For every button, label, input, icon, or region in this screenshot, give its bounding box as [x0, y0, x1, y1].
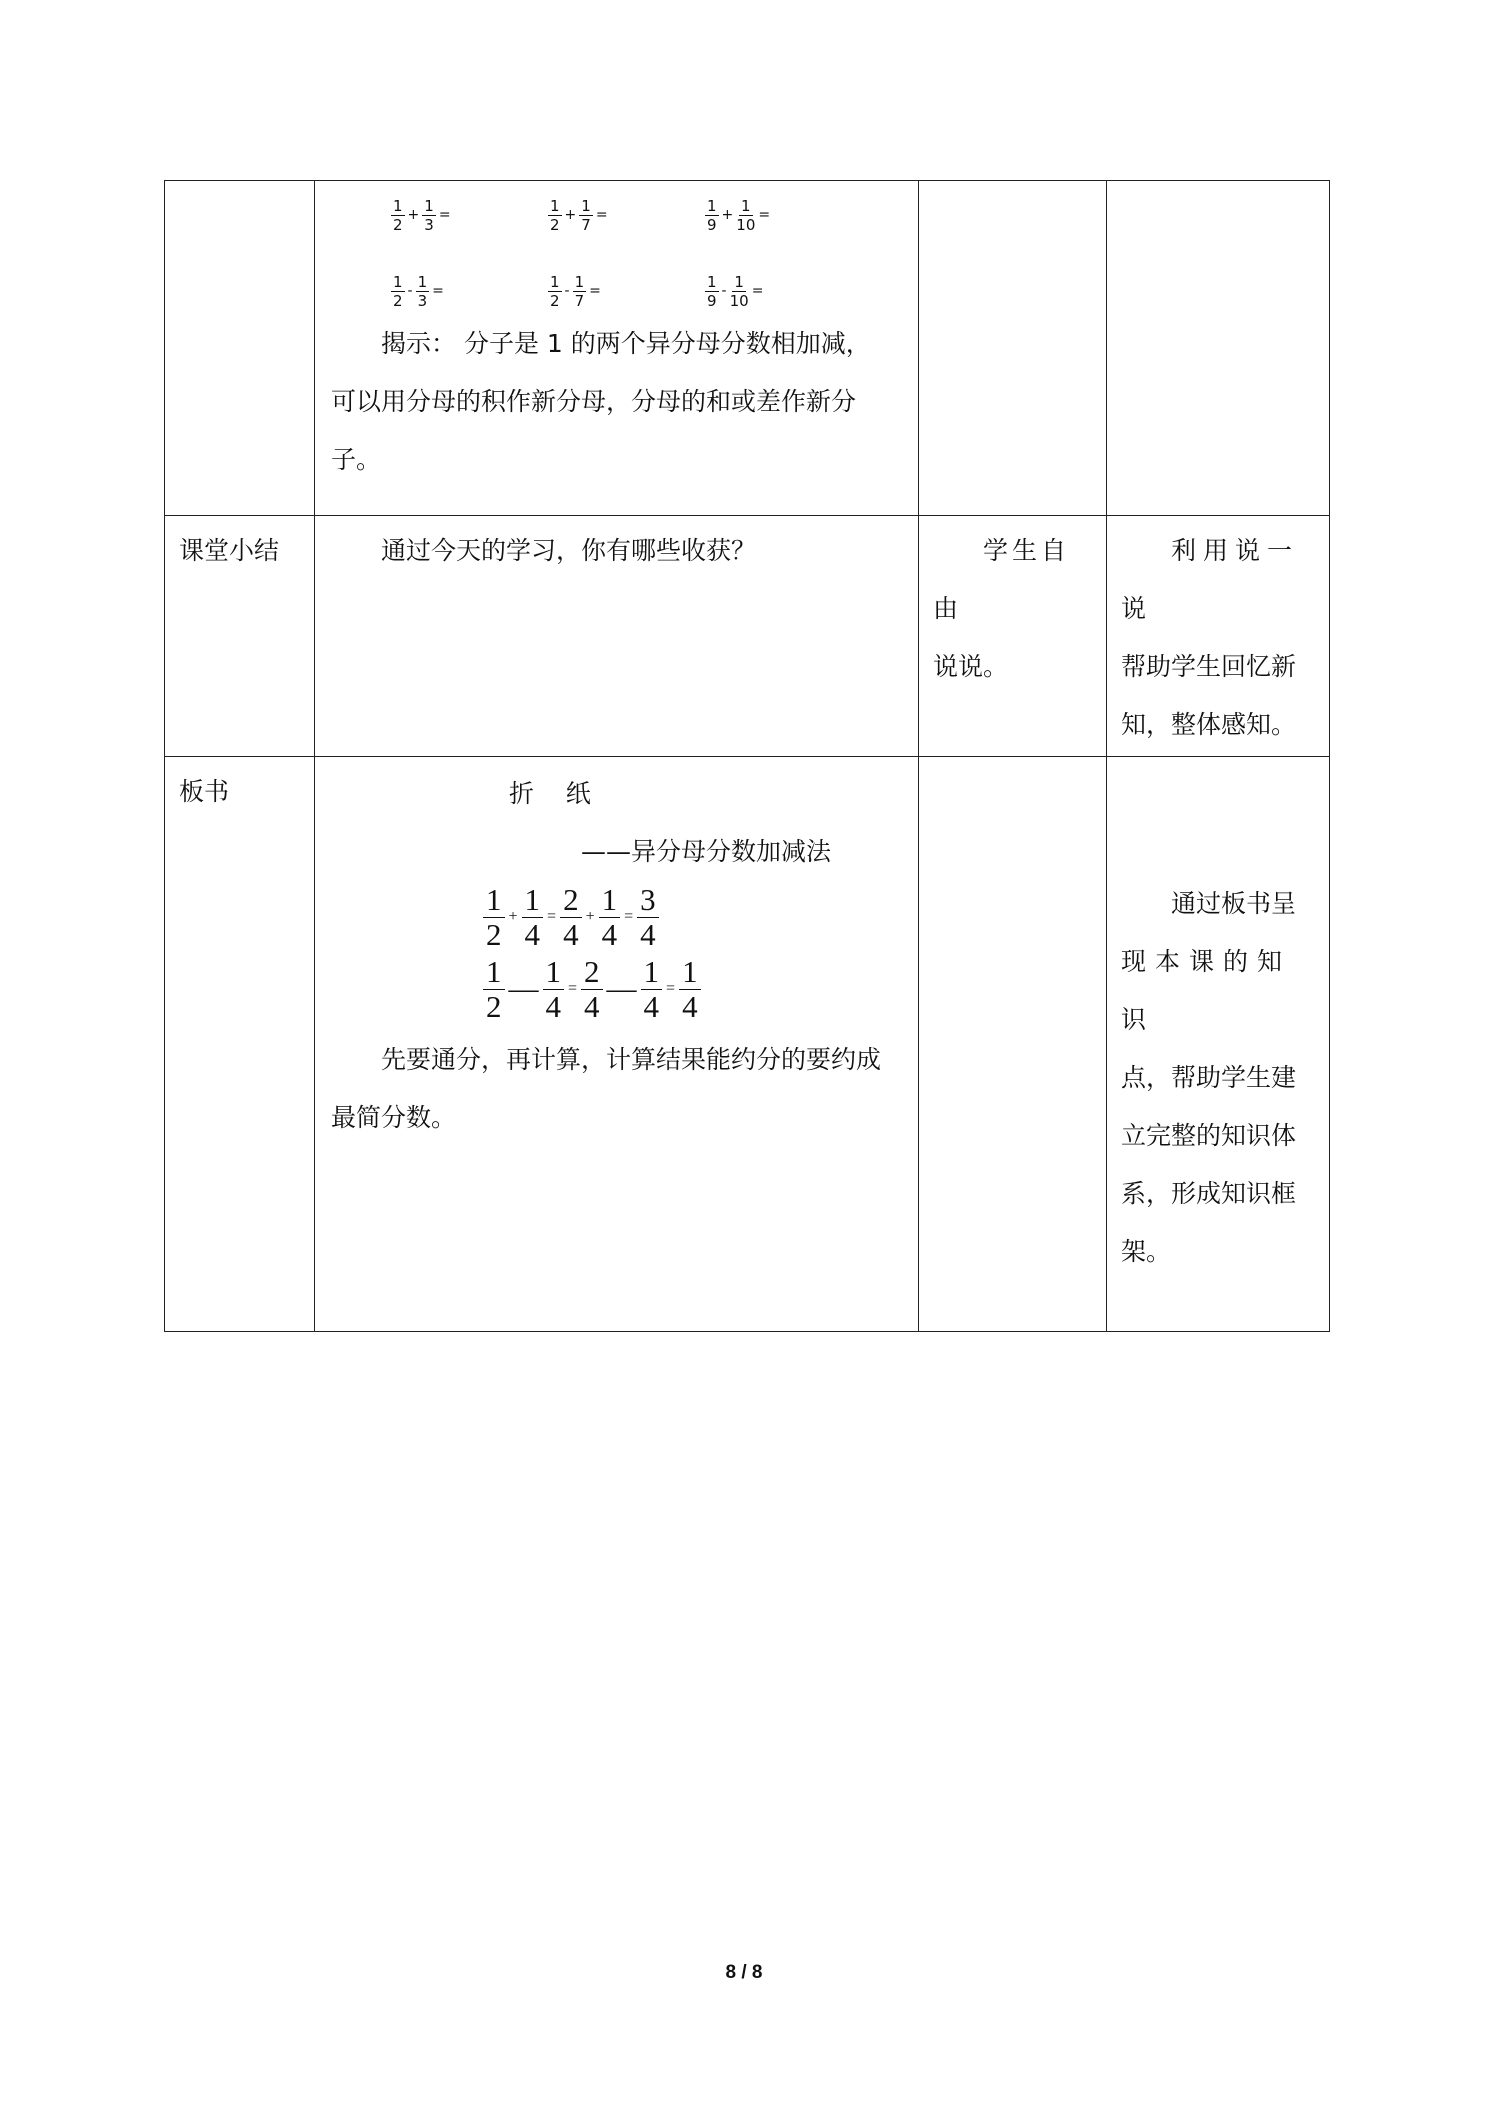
blackboard-label: 板书 — [165, 757, 315, 1332]
fraction: $\frac{1}{7}$ — [581, 196, 591, 234]
intent-text: 知，整体感知。 — [1121, 710, 1297, 739]
addition-exercises — [315, 195, 918, 235]
summary-student-cell — [919, 516, 1107, 757]
fraction: $\frac{1}{3}$ — [424, 196, 434, 234]
design-intent-cell-empty — [1107, 181, 1330, 516]
fraction: $\frac{1}{7}$ — [574, 272, 585, 310]
fraction: $\frac{3}{4}$ — [637, 883, 659, 952]
blackboard-content-cell — [315, 757, 919, 1332]
reveal-text-line: 揭示： 分子是 1 的两个异分母分数相加减， — [381, 329, 871, 358]
fraction: 1 2 — [483, 955, 505, 1024]
intent-text: 现本课的知识 — [1121, 947, 1292, 1034]
label-cell-empty — [165, 181, 315, 516]
exercise-item: 1 2 - $\frac{1}{7}$ = — [550, 272, 601, 310]
fraction: 1 2 — [483, 883, 505, 952]
fraction: 1 9 — [707, 196, 717, 234]
fraction: $\frac{1}{4}$ — [679, 955, 701, 1024]
table-row-blackboard — [165, 757, 1330, 1332]
blackboard-note: 先要通分，再计算，计算结果能约分的要约成 — [381, 1045, 882, 1074]
intent-text: 架。 — [1121, 1237, 1172, 1266]
blackboard-intent-cell — [1107, 757, 1330, 1332]
lesson-table — [164, 180, 1330, 1332]
reveal-text-line: 可以用分母的积作新分母，分母的和或差作新分 — [331, 387, 857, 416]
fraction: $\frac{1}{4}$ — [543, 955, 565, 1024]
student-activity-cell-empty — [919, 181, 1107, 516]
intent-text: 帮助学生回忆新 — [1121, 652, 1297, 681]
student-activity-text: 学生自由 — [933, 536, 1071, 623]
intent-text: 利用说一说 — [1121, 536, 1300, 623]
intent-text: 立完整的知识体 — [1121, 1121, 1297, 1150]
summary-intent-cell — [1107, 516, 1330, 757]
exercise-item: 1 2 + $\frac{1}{7}$ = — [550, 196, 608, 234]
blackboard-student-cell-empty — [919, 757, 1107, 1332]
intent-text: 通过板书呈 — [1171, 889, 1297, 918]
fraction: $\frac{1}{10}$ — [736, 196, 756, 234]
blackboard-subtraction-equation: 1 2 — $\frac{1}{4}$ = $\frac{2}{4}$ — $\frac{1}{4}$ = $\frac{1}{4}$ — [315, 953, 918, 1025]
summary-content-cell — [315, 516, 919, 757]
reveal-text-line: 子。 — [331, 445, 382, 474]
fraction: 1 9 — [707, 272, 717, 310]
summary-question: 通过今天的学习，你有哪些收获？ — [381, 536, 757, 565]
blackboard-title: 折 纸 — [509, 779, 591, 808]
fraction: $\frac{2}{4}$ — [581, 955, 603, 1024]
exercise-item: 1 2 - $\frac{1}{3}$ = — [393, 272, 444, 310]
table-row-summary — [165, 516, 1330, 757]
fraction: 1 2 — [550, 196, 560, 234]
fraction: 1 2 — [550, 272, 560, 310]
fraction: 1 2 — [393, 196, 403, 234]
fraction: $\frac{1}{4}$ — [641, 955, 663, 1024]
blackboard-subtitle: ——异分母分数加减法 — [581, 837, 832, 866]
intent-text: 系，形成知识框 — [1121, 1179, 1297, 1208]
student-activity-text: 说说。 — [933, 652, 1009, 681]
exercise-item: 1 9 + $\frac{1}{10}$ = — [707, 196, 771, 234]
fraction: $\frac{1}{10}$ — [729, 272, 749, 310]
fraction: $\frac{1}{4}$ — [599, 883, 621, 952]
summary-label: 课堂小结 — [165, 516, 315, 757]
subtraction-exercises — [315, 271, 918, 311]
exercise-item: 1 9 - $\frac{1}{10}$ = — [707, 272, 764, 310]
page-number: 8 / 8 — [725, 1962, 763, 1983]
fraction: $\frac{2}{4}$ — [560, 883, 582, 952]
blackboard-addition-equation: 1 2 + $\frac{1}{4}$ = $\frac{2}{4}$ + $\frac{1}{4}$ = $\frac{3}{4}$ — [315, 881, 918, 953]
blackboard-note: 最简分数。 — [331, 1103, 457, 1132]
fraction: $\frac{1}{3}$ — [417, 272, 428, 310]
table-row-exercises — [165, 181, 1330, 516]
fraction: 1 2 — [393, 272, 403, 310]
intent-text: 点，帮助学生建 — [1121, 1063, 1297, 1092]
exercise-content-cell — [315, 181, 919, 516]
fraction: $\frac{1}{4}$ — [522, 883, 544, 952]
exercise-item: 1 2 + $\frac{1}{3}$ = — [393, 196, 451, 234]
